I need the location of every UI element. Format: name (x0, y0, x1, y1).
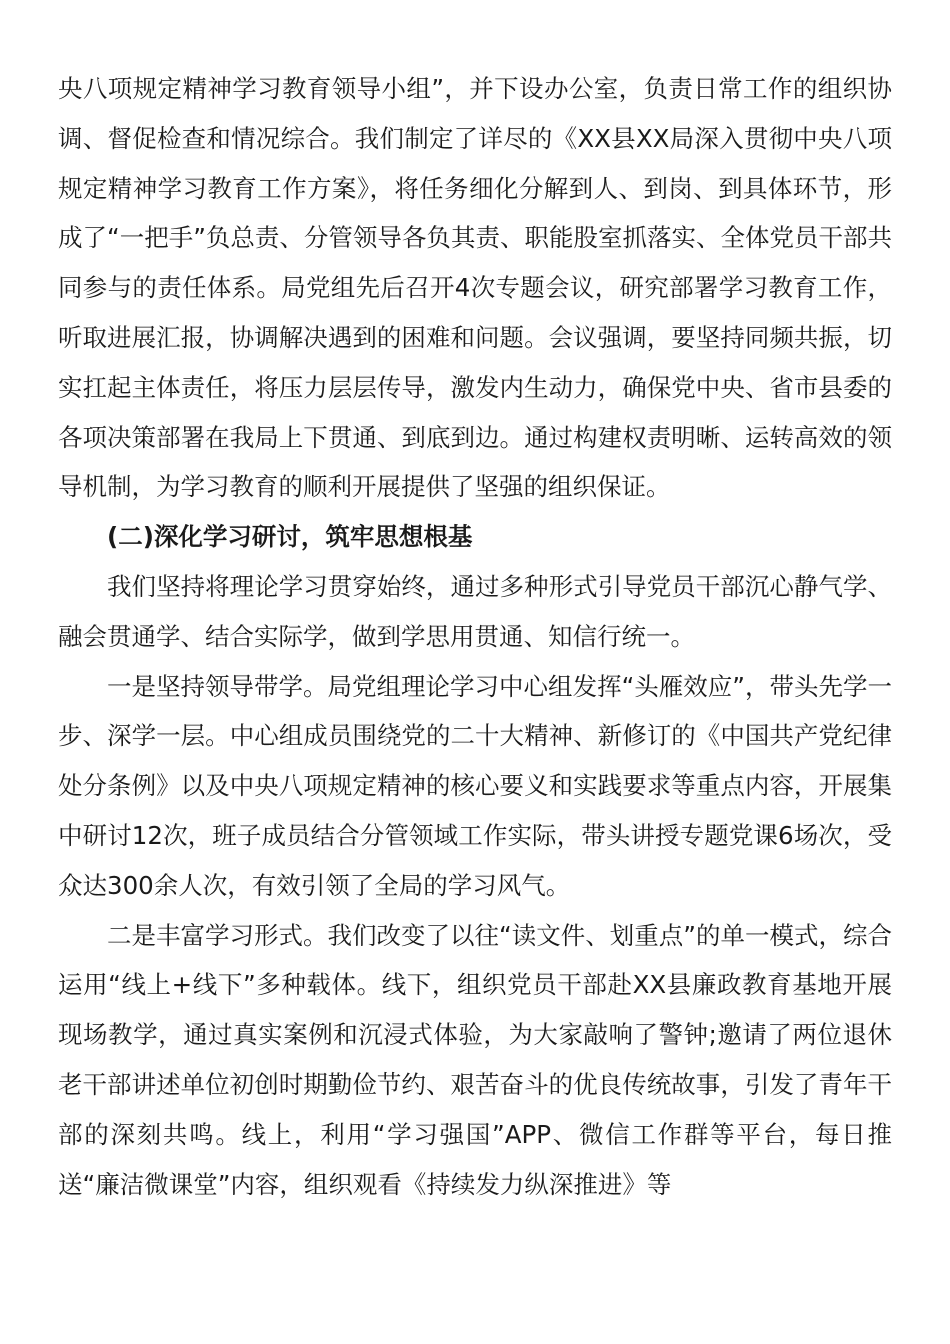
paragraph-study-intro: 我们坚持将理论学习贯穿始终，通过多种形式引导党员干部沉心静气学、融会贯通学、结合实际学，做到学思用贯通、知信行统一。 (58, 571, 892, 651)
paragraph-study-forms: 二是丰富学习形式。我们改变了以往“读文件、划重点”的单一模式，综合运用“线上+线下”多种载体。线下，组织党员干部赴XX县廉政教育基地开展现场教学，通过真实案例和沉浸式体验，为大家敲响了警钟;邀请了两位退休老干部讲述单位初创时期勤俭节约、艰苦奋斗的优良传统故事，引发了青年干部的深刻共鸣。线上，利用“学习强国”APP、微信工作群等平台，每日推送“廉洁微课堂”内容，组织观看《持续发力纵深推进》等 (58, 920, 892, 1199)
paragraph-leadership-mechanism: 央八项规定精神学习教育领导小组”，并下设办公室，负责日常工作的组织协调、督促检查和情况综合。我们制定了详尽的《XX县XX局深入贯彻中央八项规定精神学习教育工作方案》，将任务细化分解到人、到岗、到具体环节，形成了“一把手”负总责、分管领导各负其责、职能股室抓落实、全体党员干部共同参与的责任体系。局党组先后召开4次专题会议，研究部署学习教育工作，听取进展汇报，协调解决遇到的困难和问题。会议强调，要坚持同频共振，切实扛起主体责任，将压力层层传导，激发内生动力，确保党中央、省市县委的各项决策部署在我局上下贯通、到底到边。通过构建权责明晰、运转高效的领导机制，为学习教育的顺利开展提供了坚强的组织保证。 (58, 74, 892, 502)
document-body (58, 64, 892, 1209)
paragraph-leader-study: 一是坚持领导带学。局党组理论学习中心组发挥“头雁效应”，带头先学一步、深学一层。中心组成员围绕党的二十大精神、新修订的《中国共产党纪律处分条例》以及中央八项规定精神的核心要义和实践要求等重点内容，开展集中研讨12次，班子成员结合分管领域工作实际，带头讲授专题党课6场次，受众达300余人次，有效引领了全局的学习风气。 (58, 671, 892, 900)
section-heading-study: (二)深化学习研讨，筑牢思想根基 (107, 522, 473, 552)
